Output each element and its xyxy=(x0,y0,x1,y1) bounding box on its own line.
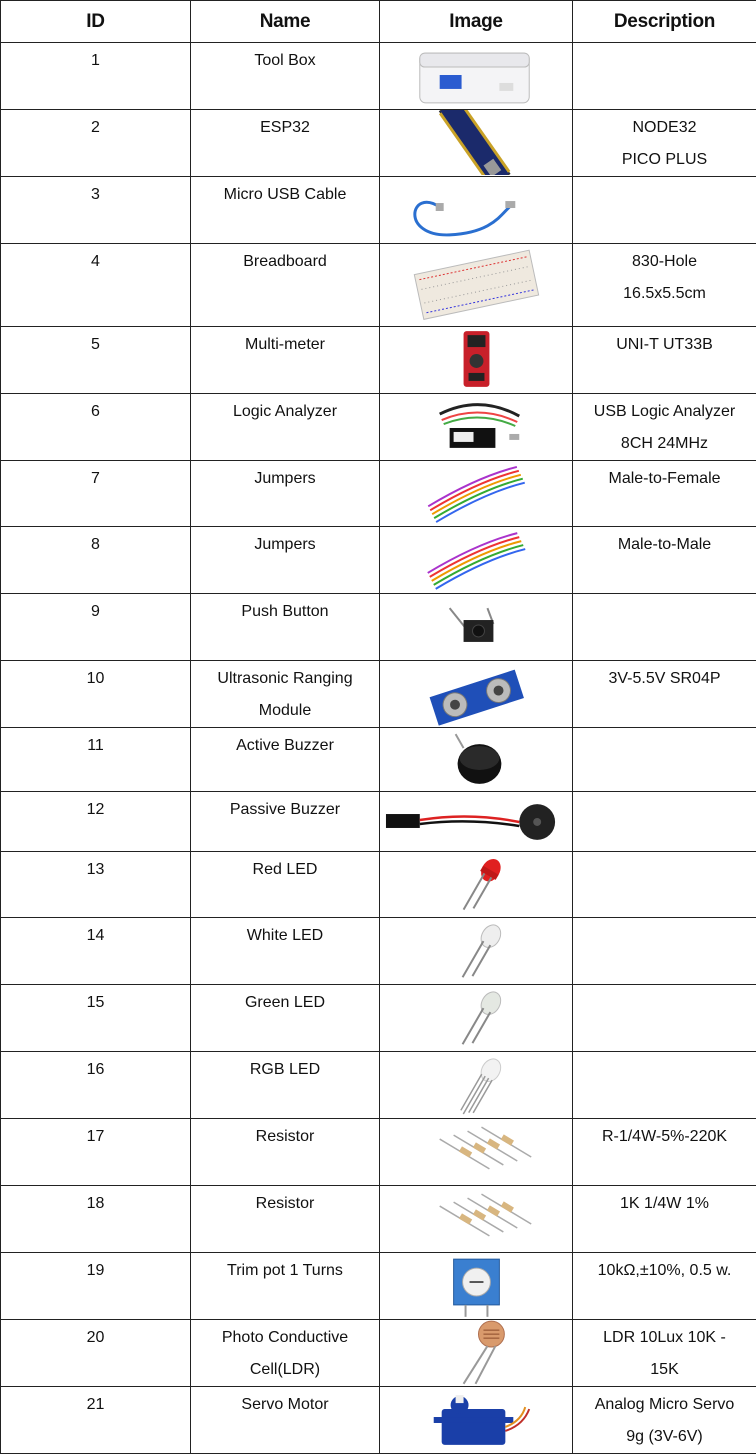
description-line: R-1/4W-5%-220K xyxy=(573,1121,756,1153)
row-name-cell xyxy=(191,1119,380,1186)
trim-pot-icon xyxy=(380,1253,572,1319)
header-description: Description xyxy=(573,1,756,43)
table-row xyxy=(1,985,756,1052)
row-id-cell: 15 xyxy=(1,985,191,1052)
row-id-cell: 18 xyxy=(1,1186,191,1253)
row-name-cell xyxy=(191,1320,380,1387)
table-row xyxy=(1,661,756,728)
component-name-line: Tool Box xyxy=(191,45,379,77)
row-description-cell xyxy=(573,527,756,594)
row-description-cell xyxy=(573,661,756,728)
row-description-cell xyxy=(573,1253,756,1320)
header-image: Image xyxy=(380,1,573,43)
component-name-line: Micro USB Cable xyxy=(191,179,379,211)
row-id-cell: 9 xyxy=(1,594,191,661)
row-image-cell xyxy=(380,177,573,244)
row-description-cell xyxy=(573,1119,756,1186)
row-description-cell xyxy=(573,110,756,177)
row-id-cell: 6 xyxy=(1,394,191,461)
row-description-cell xyxy=(573,327,756,394)
component-name-line: Ultrasonic Ranging xyxy=(191,663,379,695)
row-id-cell: 12 xyxy=(1,792,191,852)
esp32-board-icon xyxy=(380,110,572,175)
table-row xyxy=(1,327,756,394)
description-line: 16.5x5.5cm xyxy=(573,278,756,310)
usb-cable-icon xyxy=(380,177,572,243)
row-name-cell xyxy=(191,594,380,661)
description-line: Male-to-Male xyxy=(573,529,756,561)
description-line: 10kΩ,±10%, 0.5 w. xyxy=(573,1255,756,1287)
row-id-cell: 19 xyxy=(1,1253,191,1320)
table-row xyxy=(1,1387,756,1454)
description-line: UNI-T UT33B xyxy=(573,329,756,361)
row-name-cell xyxy=(191,1253,380,1320)
row-description-cell xyxy=(573,918,756,985)
row-description-cell xyxy=(573,985,756,1052)
ultrasonic-sensor-icon xyxy=(380,661,572,727)
row-description-cell xyxy=(573,1320,756,1387)
row-image-cell xyxy=(380,1186,573,1253)
breadboard-icon xyxy=(380,244,572,326)
white-led-icon xyxy=(380,918,572,984)
row-image-cell xyxy=(380,244,573,327)
component-name-line: White LED xyxy=(191,920,379,952)
row-description-cell xyxy=(573,1052,756,1119)
table-row xyxy=(1,177,756,244)
row-description-cell xyxy=(573,461,756,527)
row-image-cell xyxy=(380,985,573,1052)
row-name-cell xyxy=(191,110,380,177)
description-line: 3V-5.5V SR04P xyxy=(573,663,756,695)
row-description-cell xyxy=(573,244,756,327)
logic-analyzer-icon xyxy=(380,394,572,460)
row-image-cell xyxy=(380,327,573,394)
row-id-cell: 5 xyxy=(1,327,191,394)
row-description-cell xyxy=(573,177,756,244)
table-row xyxy=(1,527,756,594)
ldr-icon xyxy=(380,1320,572,1386)
component-name-line: Red LED xyxy=(191,854,379,886)
row-description-cell xyxy=(573,728,756,792)
component-name-line: Photo Conductive xyxy=(191,1322,379,1354)
component-name-line: Jumpers xyxy=(191,529,379,561)
row-id-cell: 16 xyxy=(1,1052,191,1119)
header-name: Name xyxy=(191,1,380,43)
description-line: 8CH 24MHz xyxy=(573,428,756,460)
multimeter-icon xyxy=(380,327,572,393)
row-description-cell xyxy=(573,1186,756,1253)
row-id-cell: 3 xyxy=(1,177,191,244)
row-name-cell xyxy=(191,661,380,728)
row-name-cell xyxy=(191,1186,380,1253)
jumper-wires-icon xyxy=(380,461,572,526)
row-image-cell xyxy=(380,728,573,792)
servo-motor-icon xyxy=(380,1387,572,1453)
table-row xyxy=(1,594,756,661)
row-id-cell: 20 xyxy=(1,1320,191,1387)
push-button-icon xyxy=(380,594,572,660)
row-description-cell xyxy=(573,594,756,661)
row-id-cell: 21 xyxy=(1,1387,191,1454)
table-row xyxy=(1,792,756,852)
component-name-line: ESP32 xyxy=(191,112,379,144)
row-id-cell: 13 xyxy=(1,852,191,918)
row-name-cell xyxy=(191,1387,380,1454)
active-buzzer-icon xyxy=(380,728,572,791)
description-line: Analog Micro Servo xyxy=(573,1389,756,1421)
row-description-cell xyxy=(573,852,756,918)
table-row xyxy=(1,394,756,461)
green-led-icon xyxy=(380,985,572,1051)
description-line: 830-Hole xyxy=(573,246,756,278)
row-image-cell xyxy=(380,1119,573,1186)
description-line: 9g (3V-6V) xyxy=(573,1421,756,1453)
red-led-icon xyxy=(380,852,572,917)
component-name-line: Breadboard xyxy=(191,246,379,278)
row-id-cell: 17 xyxy=(1,1119,191,1186)
row-image-cell xyxy=(380,1253,573,1320)
row-name-cell xyxy=(191,244,380,327)
component-name-line: Logic Analyzer xyxy=(191,396,379,428)
header-row xyxy=(1,1,756,43)
row-image-cell xyxy=(380,594,573,661)
component-name-line: Active Buzzer xyxy=(191,730,379,762)
component-name-line: Servo Motor xyxy=(191,1389,379,1421)
component-name-line: Passive Buzzer xyxy=(191,794,379,826)
row-name-cell xyxy=(191,728,380,792)
row-name-cell xyxy=(191,918,380,985)
description-line: NODE32 xyxy=(573,112,756,144)
resistors-icon xyxy=(380,1186,572,1252)
table-row xyxy=(1,918,756,985)
resistors-icon xyxy=(380,1119,572,1185)
row-name-cell xyxy=(191,985,380,1052)
component-name-line: Trim pot 1 Turns xyxy=(191,1255,379,1287)
component-name-line: Module xyxy=(191,695,379,727)
row-image-cell xyxy=(380,43,573,110)
row-image-cell xyxy=(380,852,573,918)
row-name-cell xyxy=(191,394,380,461)
component-name-line: Resistor xyxy=(191,1188,379,1220)
row-id-cell: 11 xyxy=(1,728,191,792)
table-row xyxy=(1,1253,756,1320)
row-description-cell xyxy=(573,1387,756,1454)
passive-buzzer-icon xyxy=(380,792,572,851)
row-image-cell xyxy=(380,1320,573,1387)
row-image-cell xyxy=(380,792,573,852)
row-image-cell xyxy=(380,394,573,461)
header-id: ID xyxy=(1,1,191,43)
row-image-cell xyxy=(380,918,573,985)
table-row xyxy=(1,728,756,792)
row-image-cell xyxy=(380,661,573,728)
row-id-cell: 10 xyxy=(1,661,191,728)
description-line: PICO PLUS xyxy=(573,144,756,176)
table-row xyxy=(1,461,756,527)
description-line: 15K xyxy=(573,1354,756,1386)
row-description-cell xyxy=(573,43,756,110)
component-name-line: RGB LED xyxy=(191,1054,379,1086)
row-description-cell xyxy=(573,792,756,852)
component-name-line: Push Button xyxy=(191,596,379,628)
row-name-cell xyxy=(191,792,380,852)
row-id-cell: 4 xyxy=(1,244,191,327)
table-row xyxy=(1,1119,756,1186)
component-name-line: Green LED xyxy=(191,987,379,1019)
row-image-cell xyxy=(380,461,573,527)
row-image-cell xyxy=(380,1387,573,1454)
table-row xyxy=(1,852,756,918)
table-row xyxy=(1,43,756,110)
row-name-cell xyxy=(191,1052,380,1119)
table-row xyxy=(1,1052,756,1119)
row-name-cell xyxy=(191,461,380,527)
description-line: Male-to-Female xyxy=(573,463,756,495)
table-row xyxy=(1,1186,756,1253)
table-row xyxy=(1,244,756,327)
row-name-cell xyxy=(191,852,380,918)
row-name-cell xyxy=(191,177,380,244)
row-id-cell: 8 xyxy=(1,527,191,594)
row-name-cell xyxy=(191,527,380,594)
rgb-led-icon xyxy=(380,1052,572,1118)
row-image-cell xyxy=(380,1052,573,1119)
jumper-wires-icon xyxy=(380,527,572,593)
row-name-cell xyxy=(191,43,380,110)
component-name-line: Jumpers xyxy=(191,463,379,495)
row-image-cell xyxy=(380,110,573,177)
description-line: USB Logic Analyzer xyxy=(573,396,756,428)
table-row xyxy=(1,1320,756,1387)
component-name-line: Multi-meter xyxy=(191,329,379,361)
row-id-cell: 14 xyxy=(1,918,191,985)
row-image-cell xyxy=(380,527,573,594)
description-line: 1K 1/4W 1% xyxy=(573,1188,756,1220)
description-line: LDR 10Lux 10K - xyxy=(573,1322,756,1354)
row-description-cell xyxy=(573,394,756,461)
row-id-cell: 1 xyxy=(1,43,191,110)
row-name-cell xyxy=(191,327,380,394)
table-row xyxy=(1,110,756,177)
component-name-line: Resistor xyxy=(191,1121,379,1153)
row-id-cell: 7 xyxy=(1,461,191,527)
toolbox-icon xyxy=(380,43,572,109)
component-name-line: Cell(LDR) xyxy=(191,1354,379,1386)
row-id-cell: 2 xyxy=(1,110,191,177)
